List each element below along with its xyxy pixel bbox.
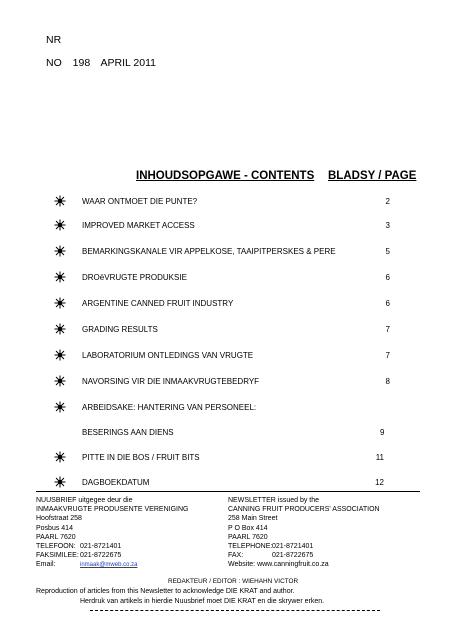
toc-item-page: 6 bbox=[385, 299, 390, 308]
snowflake-icon bbox=[54, 349, 66, 361]
toc-item-page: 7 bbox=[385, 325, 390, 334]
toc-item-label: PITTE IN DIE BOS / FRUIT BITS bbox=[82, 453, 200, 462]
footer-divider bbox=[36, 491, 420, 492]
email-label: Email: bbox=[36, 561, 56, 569]
toc-item-page: 8 bbox=[385, 377, 390, 386]
footer-right-website bbox=[228, 560, 380, 569]
fax-value: 021-8722675 bbox=[272, 552, 314, 560]
newsletter-nr: NR bbox=[46, 34, 62, 46]
footer-left-line: INMAAKVRUGTE PRODUSENTE VERENIGING bbox=[36, 506, 189, 514]
footer-right-line: CANNING FRUIT PRODUCERS' ASSOCIATION bbox=[228, 506, 380, 514]
tel-value: 021-8721401 bbox=[272, 543, 314, 551]
footer-left-line: NUUSBRIEF uitgegee deur die bbox=[36, 497, 133, 504]
fax-value: 021-8722675 bbox=[80, 552, 122, 560]
website-label: Website: bbox=[228, 561, 256, 569]
toc-item-page: 3 bbox=[385, 221, 390, 230]
toc-item-label: GRADING RESULTS bbox=[82, 325, 158, 334]
footer-left-fax bbox=[36, 551, 188, 560]
toc-item-label: IMPROVED MARKET ACCESS bbox=[82, 221, 195, 230]
bottom-divider bbox=[90, 610, 380, 611]
toc-item-page: 2 bbox=[385, 197, 390, 206]
footer-left-line: Posbus 414 bbox=[36, 524, 73, 532]
toc-sub-item-page: 9 bbox=[380, 428, 385, 437]
toc-item-page: 7 bbox=[385, 351, 390, 360]
toc-item bbox=[54, 220, 390, 234]
reproduction-notice-en: Reproduction of articles from this Newsletter to acknowledge DIE KRAT and author. bbox=[36, 588, 295, 595]
email-link[interactable]: inmaak@mweb.co.za bbox=[80, 562, 138, 569]
editor-line: REDAKTEUR / EDITOR : WIEHAHN VICTOR bbox=[168, 578, 299, 585]
toc-item-page: 5 bbox=[385, 247, 390, 256]
issue-date: APRIL 2011 bbox=[100, 57, 156, 69]
snowflake-icon bbox=[54, 297, 66, 309]
snowflake-icon bbox=[54, 245, 66, 257]
reproduction-notice-af: Herdruk van artikels in hierdie Nuusbrief moet DIE KRAT en die skrywer erken. bbox=[80, 598, 325, 605]
toc-item-page: 11 bbox=[375, 453, 384, 462]
tel-label: TELEPHONE: bbox=[228, 543, 273, 551]
toc-item-label: ARGENTINE CANNED FRUIT INDUSTRY bbox=[82, 299, 234, 308]
footer-right-line: PAARL 7620 bbox=[228, 533, 268, 541]
fax-label: FAKSIMILEE: bbox=[36, 552, 79, 560]
toc-item-label: ARBEIDSAKE: HANTERING VAN PERSONEEL: bbox=[82, 403, 257, 412]
toc-item bbox=[54, 376, 390, 390]
website-link[interactable]: www.canningfruit.co.za bbox=[257, 561, 329, 569]
toc-item-label: DAGBOEKDATUM bbox=[82, 478, 150, 487]
toc-sub-item-label: BESERINGS AAN DIENS bbox=[82, 428, 174, 437]
toc-item bbox=[54, 452, 390, 466]
issue-number: 198 bbox=[72, 57, 91, 69]
tel-label: TELEFOON: bbox=[36, 543, 76, 551]
toc-item bbox=[54, 477, 390, 491]
toc-item-label: NAVORSING VIR DIE INMAAKVRUGTEBEDRYF bbox=[82, 377, 260, 386]
toc-item bbox=[54, 272, 390, 286]
footer-right-line: P O Box 414 bbox=[228, 524, 268, 532]
snowflake-icon bbox=[54, 219, 66, 231]
toc-item-label: BEMARKINGSKANALE VIR APPELKOSE, TAAIPITPERSKES & PERE bbox=[82, 247, 336, 256]
toc-item bbox=[54, 350, 390, 364]
footer-right-fax bbox=[228, 551, 380, 560]
issue-no-label: NO bbox=[46, 57, 62, 69]
toc-item-page: 6 bbox=[385, 273, 390, 282]
snowflake-icon bbox=[54, 195, 66, 207]
snowflake-icon bbox=[54, 401, 66, 413]
footer-left-email bbox=[36, 560, 188, 570]
fax-label: FAX: bbox=[228, 552, 244, 560]
toc-item-label: DROëVRUGTE PRODUKSIE bbox=[82, 273, 187, 282]
footer-left-tel bbox=[36, 542, 188, 551]
toc-item bbox=[54, 298, 390, 312]
footer-right-line: NEWSLETTER issued by the bbox=[228, 497, 320, 504]
issue-line bbox=[46, 57, 164, 69]
toc-item bbox=[54, 324, 390, 338]
footer-right-block bbox=[228, 496, 380, 570]
footer-right-line: 258 Main Street bbox=[228, 515, 278, 523]
toc-item bbox=[54, 402, 390, 416]
toc-item-page: 12 bbox=[375, 478, 384, 487]
footer-right-tel bbox=[228, 542, 380, 551]
footer-left-line: PAARL 7620 bbox=[36, 533, 76, 541]
snowflake-icon bbox=[54, 375, 66, 387]
snowflake-icon bbox=[54, 451, 66, 463]
toc-page-heading: BLADSY / PAGE bbox=[328, 170, 417, 182]
snowflake-icon bbox=[54, 323, 66, 335]
tel-value: 021-8721401 bbox=[80, 543, 122, 551]
footer-left-block bbox=[36, 496, 188, 571]
toc-item-label: WAAR ONTMOET DIE PUNTE? bbox=[82, 197, 198, 206]
toc-item-label: LABORATORIUM ONTLEDINGS VAN VRUGTE bbox=[82, 351, 254, 360]
footer-left-line: Hoofstraat 258 bbox=[36, 515, 82, 523]
toc-title: INHOUDSOPGAWE - CONTENTS bbox=[136, 170, 315, 182]
snowflake-icon bbox=[54, 271, 66, 283]
snowflake-icon bbox=[54, 476, 66, 488]
toc-item bbox=[54, 196, 390, 210]
toc-item bbox=[54, 246, 390, 260]
